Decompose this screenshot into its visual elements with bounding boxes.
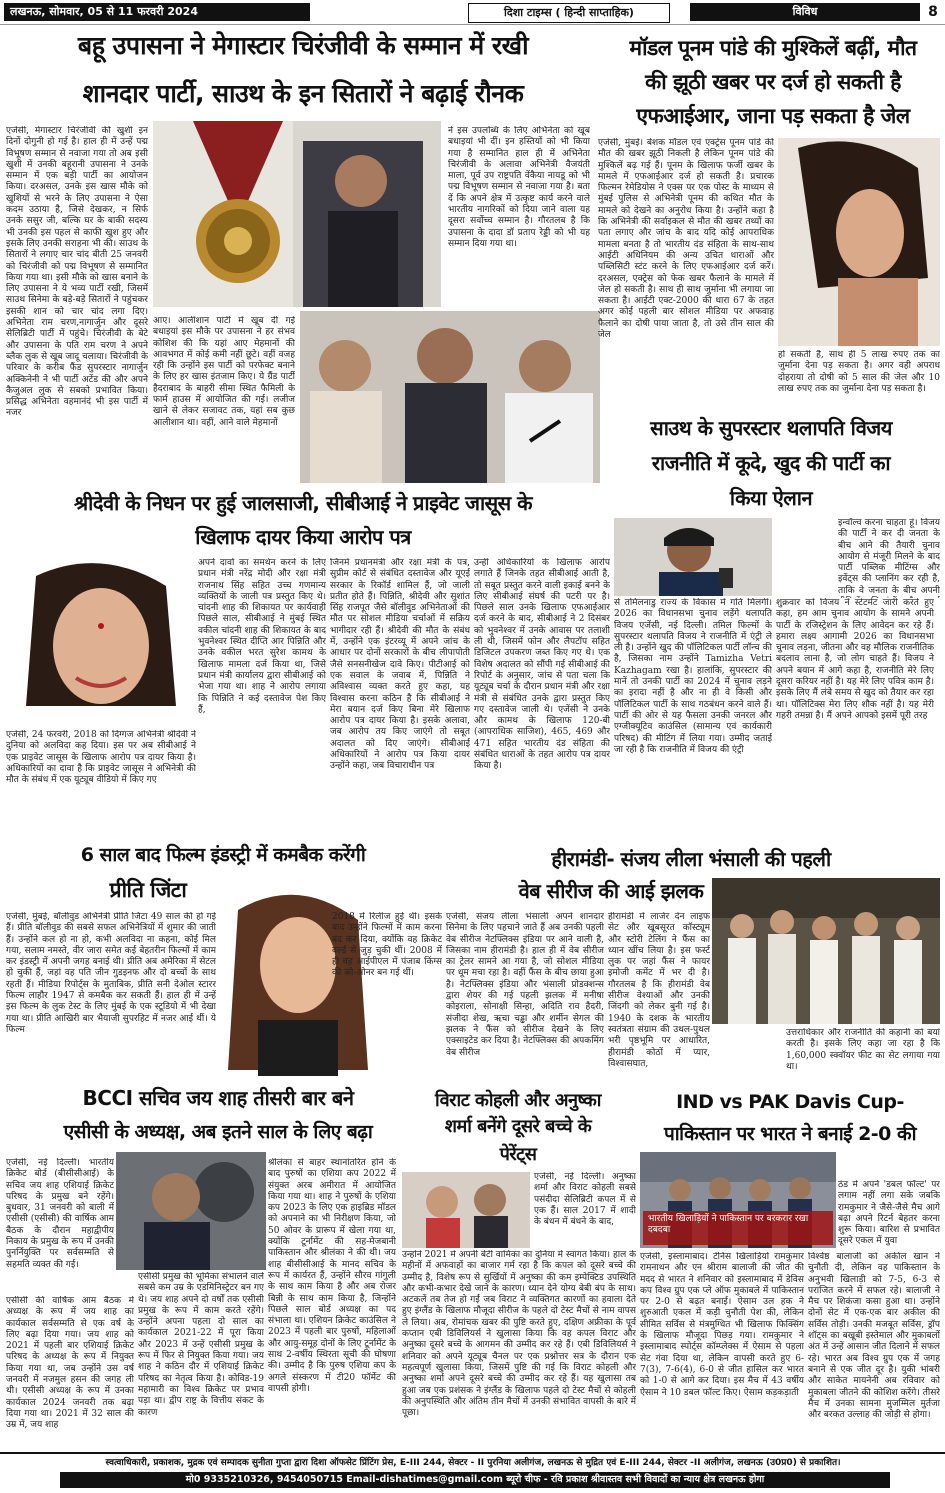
header-page-number: 8 xyxy=(928,4,938,20)
chiranjeevi-headline-1: बहू उपासना ने मेगास्टार चिरंजीवी के सम्मान में रखी xyxy=(77,31,529,60)
header-section: विविध xyxy=(690,3,920,21)
heeramandi-column-3: उत्तराधिकार और राजनीति की कहानी को बयां करती है। इसके लिए कहा जा रहा है कि 1,60,000 स्क्वॉयर फीट का सेट लगाया गया था। xyxy=(786,1028,940,1072)
chiranjeevi-headline-2: शानदार पार्टी, साउथ के इन सितारों ने बढ़ाई रौनक xyxy=(82,79,524,108)
virat-headline-2: शर्मा बनेंगे दूसरे बच्चे के xyxy=(444,1116,592,1137)
davis-column-1: एजेंसी, इस्लामाबाद। टेनिस खिलाड़ियों रामकुमार रामनाथन और एन श्रीराम बालाजी की जीत की मदद से भारत ने शनिवार को इस्लामाबाद में डेविस कप विश्व ग्रुप एक प्ले ऑफ मुकाबले में पाकिस्तान पर 2-0 से बढ़त बनाई। ऐसाम उल हक ने शुरुआती एकल में कड़ी चुनौती पेश की, लेकिन सीमित सर्विस से मंत्रमुग्धित भी खिलाफ फिक्सिंग के खिलाफ मौजूदा पिछड़ गया। रामकुमार ने इस्लामाबाद स्पोर्ट्स कॉम्प्लेक्स में ऐसाम से पहला सेट गंवा दिया था, लेकिन वापसी करते हुए 6-7(3), 7-6(4), 6-0 से जीत हासिल कर भारत को 1-0 से आगे कर दिया। इस मैच में 43 वर्षीय ऐसाम ने 10 डबल फॉल्ट किए। ऐसाम कड़कड़ाती xyxy=(640,1252,804,1398)
vijay-column-2: शुक्रवार को विजय ने स्टेटमेंट जारी करते हुए कहा, हम आम चुनाव आयोग के सामने अपनी पार्टी के रजिस्ट्रेशन के लिए आवेदन कर रहे हैं। हमारा लक्ष्य आगामी 2026 का विधानसभा चुनाव लड़ना, जीतना और वह मौलिक राजनीतिक बदलाव लाना है, जो लोग चाहते हैं। विजय ने अपने बयान में आगे कहा है, राजनीति मेरे लिए दूसरा करियर नहीं है। यह मेरे लिए पवित्र काम है। इसके लिए मैं लंबे समय से खुद को तैयार कर रहा था। पॉलिटिक्स मेरा लिए शौक नहीं है। यह मेरी गहरी तमन्ना है। मैं अपने आपको इसमें पूरी तरह xyxy=(776,598,934,721)
jayshah-column-1b: एसीसी की वार्षिक आम बैठक में अध्यक्ष के रूप में जय शाह का कार्यकाल सर्वसम्मति से एक वर्ष के लिए बढ़ा दिया गया। जय शाह को 2021 में पहली बार एशियाई क्रिकेट परिषद के अध्यक्ष के रूप में नियुक्त किया गया था, जब उन्होंने उस वर्ष जनवरी में नजमुल हसन की जगह ली थी। एसीसी अध्यक्ष के रूप में उनका कार्यकाल 2024 जनवरी तक बढ़ा दिया गया था। 2021 में 32 साल की उम्र में, जय शाह xyxy=(6,1296,134,1431)
poonam-headline-1: मॉडल पूनम पांडे की मुश्किलें बढ़ीं, मौत xyxy=(629,36,917,60)
poonam-photo xyxy=(778,138,940,346)
vijay-column-1: से तमिलनाडु राज्य के विकास में गति मिलगी। 2026 का विधानसभा चुनाव लड़ेंगे थलापति विजय एजेंसी, नई दिल्ली। तमिल फिल्मों के सुपरस्टार थलापति विजय ने राजनीति में एंट्री ले ली है। उन्होंने खुद की पॉलिटिकल पार्टी लॉन्च की है, जिसका नाम उन्होंने Tamizha Vetri Kazhagam रखा है। हालांकि, सुपरस्टार की मानें तो उनकी पार्टी का 2024 में चुनाव लड़ने का इरादा नहीं है और ना ही वे किसी और पॉलिटिकल पार्टी के साथ गठबंधन करने वाले हैं। पार्टी की ओर से यह फैसला उनकी जनरल और एग्जीक्यूटिव काउंसिल (सामान्य एवं कार्यकारी परिषद) की मीटिंग में लिया गया। उम्मीद जताई जा रही है कि राजनीति में विजय की एंट्री xyxy=(614,598,772,755)
davis-column-2-top: ठंड में अपने 'डबल फॉल्ट' पर लगाम नहीं लगा सके जबकि रामकुमार ने जैसे-जैसे मैच आगे बढ़ा अपने रिटर्न बेहतर करना शुरू किया। बारिश से प्रभावित दूसरे एकल में युवा xyxy=(838,1180,940,1247)
virat-column-1: उन्होंने 2021 में अपनी बेटी वामिका का दुनिया में स्वागत किया। हाल के महीनों में अफवाहों का बाजार गर्म रहा है कि कपल को दूसरे बच्चे की उम्मीद है, विशेष रूप से सुर्खियों में अनुष्का की कम इम्पेक्टिड उपस्थिति और कभी-कभार देखे जाने के कारण। ध्यान देने योग्य बेबी बंप के साथ। अटकलें तब तेज हो गईं जब विराट ने व्यक्तिगत कारणों का हवाला देते हुए इंग्लैंड के खिलाफ मौजूदा सीरीज के पहले दो टेस्ट मैचों से नाम वापस ले लिया। अब, रोमांचक खबर की पुष्टि करते हुए, दक्षिण अफ्रीका के पूर्व कप्तान एबी डिविलियर्स ने खुलासा किया कि वह कपल विराट और अनुष्का दूसरे बच्चे के आगमन की उम्मीद कर रहे हैं। एबी डिविलियर्स ने शनिवार को अपने यूट्यूब चैनल पर एक प्रश्नोत्तर सत्र के दौरान एक महत्वपूर्ण खुलासा किया, जिसमें पुष्टि की गई कि विराट कोहली और अनुष्का शर्मा अपने दूसरे बच्चे की उम्मीद कर रहे हैं। यह खुलासा तब हुआ जब एक प्रशंसक ने इंग्लैंड के खिलाफ पहले दो टेस्ट मैचों से कोहली की अनुपस्थिति और अंतिम तीन मैचों में उनकी संभावित वापसी के बारे में पूछा। xyxy=(402,1250,636,1419)
chiranjeevi-column-2: आए। आलीशान पार्टी में खूब दी गई बधाइयां इस मौके पर उपासना ने हर संभव कोशिश की कि यहां आए मेहमानों की आवभगत में कोई कमी नहीं छूटे। वहीं वजह रही कि उन्होंने इस पार्टी को परफेक्ट बनाने के लिए हर खास इंतजाम किए। ये ग्रैंड पार्टी हैदराबाद के बाहरी सीमा स्थित फैमिली के फार्म हाउस में आयोजित की गई। लजीज खाने से लेकर सजावट तक, यहां सब कुछ आलीशान था। वहीं, आने वाले मेहमानों xyxy=(153,316,295,428)
poonam-headline-3: एफआईआर, जाना पड़ सकता है जेल xyxy=(636,104,910,128)
party-group-photo xyxy=(300,311,600,483)
preity-headline-1: 6 साल बाद फिल्म इंडस्ट्री में कमबैक करेंगी xyxy=(80,844,366,866)
jayshah-headline-2: एसीसी के अध्यक्ष, अब इतने साल के लिए बढ़ा xyxy=(63,1121,373,1143)
jayshah-photo xyxy=(116,1152,266,1270)
poonam-column-2: हो सकती है, साथ ही 5 लाख रुपए तक का जुर्माना देना पड़ सकता है। अगर वही अपराध दोहराया तो दोषी को 5 साल की जेल और 10 लाख रुपए तक का जुर्माना देना पड़ सकता है। xyxy=(778,350,940,394)
davis-headline-1: IND vs PAK Davis Cup- xyxy=(676,1091,904,1113)
vijay-column-3: इन्वॉल्व करना चाहता हूं। विजय की पार्टी ने कर दी जनता के बीच आने की तैयारी चुनाव आयोग से मंजूरी मिलने के बाद पार्टी पब्लिक मीटिंग्स और इवेंट्स की प्लानिंग कर रही है, ताकि वे जनता के बीच अपनी xyxy=(838,518,940,596)
sridevi-column-3: उन्हीं अधिकारियों के खिलाफ आरोप लगाते हैं जिनके तहत सीबीआई आती है, तो सबूत प्रस्तुत करने वाली इकाई बनने के लिए सीबीआई संघर्ष की पटरी पर है। पिछले साल उनके खिलाफ एफआईआर दर्ज करने के बाद, सीबीआई ने 2 दिसंबर को भुवनेश्वर में उनके आवास पर तलाशी ली थी, जिसमें फोन और लैपटॉप सहित डिजिटल उपकरण जब्त किए गए थे। एक विशेष अदालत को सौंपी गई सीबीआई की रिपोर्ट के अनुसार, जांच से पता चला कि यूट्यूब चर्चा के दौरान प्रधान मंत्री और रक्षा मंत्री से संबंधित उनके द्वारा प्रस्तुत किए गए दस्तावेज जाली थे। एजेंसी ने उनके और कामथ के खिलाफ 120-बी (आपराधिक साजिश), 465, 469 और 471 सहित भारतीय दंड संहिता की संबंधित धाराओं के तहत आरोप पत्र दायर किया है। xyxy=(474,558,610,772)
sridevi-headline-1: श्रीदेवी के निधन पर हुई जालसाजी, सीबीआई ने प्राइवेट जासूस के xyxy=(74,491,532,515)
sridevi-photo xyxy=(6,556,196,726)
jayshah-column-2: एसीसी प्रमुख की भूमिका संभालने वाले सबसे कम उम्र के एडमिनिस्ट्रेटर बन गए थे। जय शाह अपने दो वर्षों तक एसीसी प्रमुख के रूप में काम करते रहेंगे। उन्होंने अपना पहला दो साल का कार्यकाल 2021-22 में पूरा किया और 2023 में उन्हें एसीसी प्रमुख के रूप में फिर से नियुक्त किया गया। जय शाह ने कठिन दौर में एशियाई क्रिकेट परिषद का नेतृत्व किया है। कोविड-19 महामारी का विश्व क्रिकेट पर प्रभाव पड़ा था। द्वीप राष्ट्र के वित्तीय संकट के कारण xyxy=(138,1272,264,1418)
preity-column-1: एजेंसी, मुंबई, बॉलीवुड अभिनेत्री प्रीति जिंटा 49 साल की हो गई हैं। प्रीति बॉलीवुड की सबसे सफल अभिनेत्रियों में शुमार की जाती हैं। उन्होंने कल हो ना हो, कभी अलविदा ना कहना, कोई मिल गया, सलाम नमस्ते, वीर जारा समेत कई बेहतरीन फिल्मों में काम कर इंडस्ट्री में अपनी जगह बनाई थी। प्रीति अब अमेरिका में सेटल हो चुकी हैं, जहां वह पति जीन गुडइनफ और दो बच्चों के साथ रहती हैं। मीडिया रिपोर्ट्स के मुताबिक, प्रीति सनी देओल स्टारर फिल्म लाहौर 1947 से कमबैक कर सकती हैं। हाल ही में उन्हें इस फिल्म के लुक टेस्ट के लिए मुंबई के एक स्टूडियो में भी देखा गया था। प्रीति आखिरी बार भैयाजी सुपरहिट में नजर आई थीं। ये फिल्म xyxy=(6,912,216,1035)
jayshah-column-1a: एजेंसी, नई दिल्ली। भारतीय क्रिकेट बोर्ड (बीसीसीआई) के सचिव जय शाह एशियाई क्रिकेट परिषद के प्रमुख बने रहेंगे। बुधवार, 31 जनवरी को बाली में एसीसी (एसीसी) की वार्षिक आम बैठक के दौरान महाद्वीपीय निकाय के प्रमुख के रूप में उनकी पुनर्नियुक्ति पर सर्वसम्मति से सहमति व्यक्त की गई। xyxy=(6,1158,114,1270)
sridevi-column-1b: अपने दावों का समर्थन करने के लिए प्रधान मंत्री नरेंद्र मोदी और रक्षा मंत्री राजनाथ सिंह सहित उच्च गणमान्य व्यक्तियों के जाली पत्र प्रस्तुत किए थे। चांदनी शाह की शिकायत पर कार्यवाही पिछले साल, सीबीआई ने मुंबई स्थित वकील चांदनी शाह की शिकायत के बाद भुवनेश्वर स्थित दीप्ति आर पिन्निति और उनके वकील भरत सुरेश कामथ के खिलाफ मामला दर्ज किया था, जिसे प्रधान मंत्री कार्यालय द्वारा सीबीआई को भेजा गया था। शाह ने आरोप लगाया कि पिन्निति ने कई दस्तावेज पेश किए हैं, xyxy=(198,558,326,715)
header-date: लखनऊ, सोमवार, 05 से 11 फरवरी 2024 xyxy=(4,3,310,21)
heeramandi-headline-2: वेब सीरीज की आई झलक xyxy=(518,879,704,903)
davis-column-2: विश्वेष्ठ बालाजी को अकील खान ने चुनौती दी, लेकिन वह पाकिस्तान के अनुभवी खिलाड़ी को 7-5, 6-3 से पराजित करने में सफल रहे। बालाजी ने मैच पर शिकंजा कसा हुआ था। उन्होंने दोनों सेट में एक-एक बार अकील की सर्विस तोड़ी। उनकी मजबूत सर्विस, ड्रॉप शॉट्स का बखूबी इस्तेमाल और मुकाबलों अंत में उन्हें आसान जीत दिलाने में सफल रहे। भारत अब विश्व ग्रुप एक में जगह बनाने से एक जीत दूर है। युकी भांबरी और साकेत मायनेनी अब रविवार को मुकाबला जीतने की कोशिश करेंगे। तीसरे मैच में उनका सामना मुजम्मिल मुर्तजा और बरकत उल्लाह की जोड़ी से होगा। xyxy=(808,1252,940,1421)
vijay-headline-1: साउथ के सुपरस्टार थलापति विजय xyxy=(650,416,892,440)
chiranjeevi-column-3: ने इस उपलब्धि के लिए अभिनेता को खूब बधाइयां भी दीं। इन हस्तियों को भी किया गया है सम्मानित हाल ही में अभिनेता चिरंजीवी के अलावा अभिनेत्री वैजयंती माला, पूर्व उप राष्ट्रपति वेंकैया नायडू को भी पद्म विभूषण सम्मान से नवाजा गया है। बता दें कि अपने क्षेत्र में उत्कृष्ट कार्य करने वाले भारतीय नागरिकों को दिया जाने वाला यह दूसरा सर्वोच्च सम्मान है। गौरतलब है कि उपासना के दादा डॉ प्रताप रेड्डी को भी यह सम्मान दिया गया था। xyxy=(448,126,590,249)
poonam-column-1: एजेंसी, मुंबई। बेशक मॉडल एवं एक्ट्रेस पूनम पांडे की मौत की खबर झूठी निकली है लेकिन पूनम पांडे की मुश्किलें बढ़ गई हैं। पूनम के खिलाफ फर्जी खबर के मामले में एफआईआर दर्ज हो सकती है। प्रचारक फिल्मन रेमेडियोस ने एक्स पर एक पोस्ट के माध्यम से मुंबई पुलिस से अभिनेत्री पूनम की कथित मौत के मामले को देखने का अनुरोध किया है। उन्होंने कहा है कि अभिनेत्री की सर्वाइकल से मौत की खबर तथ्यों का पता लगाए और जांच के बाद यदि कोई आपराधिक मामला बनता है तो भारतीय दंड संहिता के साथ-साथ आईटी अधिनियम की अन्य उचित धाराओं और पब्लिसिटी स्टंट करने के लिए एफआईआर दर्ज करें। दरअसल, एक्ट्रेस को फेक खबर फैलाने के मामले में जेल हो सकती है। साथ ही साथ जुर्माना भी लगाया जा सकता है। आईटी एक्ट-2000 की धारा 67 के तहत अगर कोई पहली बार सोशल मीडिया पर अफवाह फैलाने का दोषी पाया जाता है, तो उसे तीन साल की जेल xyxy=(598,138,774,341)
poonam-headline-2: की झूठी खबर पर दर्ज हो सकती है xyxy=(645,70,901,94)
vijay-headline-3: किया ऐलान xyxy=(729,486,813,510)
vijay-headline-2: राजनीति में कूदे, खुद की पार्टी का xyxy=(651,451,891,475)
preity-headline-2: प्रीति जिंटा xyxy=(109,878,187,902)
jayshah-column-3: श्रीलंका से बाहर स्थानांतरित होने के बाद पुरुषों का एशिया कप 2022 में संयुक्त अरब अमीरात में आयोजित किया गया था। शाह ने पुरुषों के एशिया कप 2023 के लिए एक हाइब्रिड मॉडल को अपनाने का भी निरीक्षण किया, जो 50 ओवर के प्रारूप में खेला गया था, क्योंकि टूर्नामेंट की सह-मेजबानी पाकिस्तान और श्रीलंका ने की थी। जय शाह बीसीसीआई के मानद सचिव के रूप में कार्यरत हैं, उन्होंने सौरव गांगुली के साथ काम किया है और अब रोजर बिन्नी के साथ काम किया है, जिन्होंने पिछले साल बोर्ड अध्यक्ष का पद संभाला था। एशियन क्रिकेट काउंसिल ने 2023 में पहली बार पुरुषों, महिलाओं और आयु-समूह दोनों के लिए टूर्नामेंट के साथ 2-वर्षीय स्थिरता सूची की घोषणा की। उम्मीद है कि पुरुष एशिया कप के अगले संस्करण में टी20 फॉर्मेट की वापसी होगी। xyxy=(268,1158,396,1394)
medal-photo xyxy=(153,121,441,307)
jayshah-headline-1: BCCI सचिव जय शाह तीसरी बार बने xyxy=(82,1086,354,1110)
footer-contact-line: मो0 9335210326, 9454050715 Email-dishatimes@gmail.com ब्यूरो चीफ - रवि प्रकाश श्रीवास्तव सभी विवादों का न्याय क्षेत्र लखनऊ होगा xyxy=(60,1472,890,1488)
virat-headline-3: पेरेंट्स xyxy=(499,1144,537,1165)
heeramandi-column-2: हीरामंडी में लार्जर देन लाइफ सेट और खूबसूरत कॉस्ट्यूम और स्टोरी टेलिंग ने फैंस का ध्यान खींच लिया है। इस फर्स्ट लुक पर जहां फैंस ने फायर इमोजी कमेंट में भर दी है। गौरतलब है कि हीरामंडी वेब सीरीज वेश्याओं और उनकी जिंदगी को लेकर बुनी गई है। 1940 के दशक के भारतीय स्वतंत्रता संग्राम की उथल-पुथल भरी पृष्ठभूमि पर आधारित, हीरामंडी कोठों में प्यार, विश्वासघात, xyxy=(608,912,710,1069)
davis-photo-caption: भारतीय खिलाड़ियों ने पाकिस्तान पर बरकरार रखा दबदबा xyxy=(643,1211,833,1245)
sridevi-column-2: जिनमें प्रधानमंत्री और रक्षा मंत्री के पत्र, सुप्रीम कोर्ट से संबंधित दस्तावेज और यूएई सरकार के रिकॉर्ड शामिल हैं, जो जाली प्रतीत होते हैं। पिन्निति, श्रीदेवी और सुशांत सिंह राजपूत जैसे बॉलीवुड अभिनेताओं की मौत पर सोशल मीडिया चर्चाओं में सक्रिय भागीदार रही हैं। श्रीदेवी की मौत के संबंध में, उन्होंने एक इंटरव्यू में अपने जांच के आधार पर दोनों सरकारों के बीच लीपापोती जैसे सनसनीखेज दावे किए। पीटीआई को एक सवाल के जवाब में, पिन्निति ने अविश्वास व्यक्त करते हुए कहा, यह विश्वास करना कठिन है कि सीबीआई ने मेरा बयान दर्ज किए बिना मेरे खिलाफ आरोप पत्र दायर किया है। इसके अलावा, जब आरोप तय किए जाएंगे तो सबूत अदालत को दिए जाएंगे। सीबीआई अधिकारियों ने आरोप पत्र किया दायर उन्होंने कहा, जब विचाराधीन पत्र xyxy=(330,558,470,772)
chiranjeevi-column-1: एजेंसी, मेगास्टार चिरंजीवी की खुशी इन दिनों दोगुनी हो गई है। हाल ही में उन्हें पद्म विभूषण सम्मान से नवाजा गया तो अब इसी खुशी में उनकी बहूरानी उपासना ने उनके सम्मान में एक बड़ी पार्टी का आयोजन किया। दरअसल, उनके इस खास मौके को खुशियों से भरने के लिए उपासना ने ऐसा कदम उठाया है, जिसे देखकर, न सिर्फ उनके ससुर जी, बल्कि घर के बाकी सदस्य भी उनकी इस पहल से काफी खुश हुए और इसके लिए उनकी सराहना भी की। साउथ के सितारों ने लगाए चार चांद बीती 25 जनवरी को चिरंजीवी को पद्म विभूषण से सम्मानित किया गया था। इसी मौके को खास बनाने के लिए उपासना ने ये भव्य पार्टी रखी, जिसमें साउथ सिनेमा के बड़े-बड़े सितारों ने पहुंचकर इसकी शान को चार चांद लगा दिए। अभिनेता राम चरण,नागार्जुन और दूसरे सेलिब्रिटी पार्टी में पहुंचे। चिरंजीवी के बेटे और उपासना के पति राम चरण ने अपने ब्लैक लुक से खूब जादू चलाया। चिरंजीवी के परिवार के करीब फैंड सुपरस्टार नागार्जुन अक्किनेनी ने भी पार्टी अटेंड की और अपने कैजुअल लुक से सबको प्रभावित किया। प्रसिद्ध अभिनेता वहमानंदं भी इस पार्टी में नजर xyxy=(6,126,148,419)
heeramandi-column-1: एजेंसी, संजय लीला भंसाली अपने शानदार सिनेमा के लिए पहचाने जाते हैं अब उनकी पहली वेब सीरीज नेटफ्लिक्स इंडिया पर आने वाली है, जिसका नाम हीरामंडी है। हाल ही में वेब सीरीज का ट्रेलर सामने आ गया है, जो सोशल मीडिया पर धूम मचा रहा है। वहीं फैंस के बीच छाया हुआ है। नेटफ्लिक्स इंडिया और भंसाली प्रोडक्शन्स द्वारा शेयर की गई पहली झलक में मनीषा कोइराला, सोनाक्षी सिन्हा, अदिति राव हैदरी, संजीदा शेख, ऋचा चड्ढा और शर्मीन सेगल की झलक ने फैंस को सीरीज देखने के लिए एक्साइटेड कर दिया है। नेटफ्लिक्स की अपकमिंग वेब सीरीज xyxy=(446,912,604,1058)
sridevi-column-1: एजेंसी, 24 फरवरी, 2018 को दिग्गज अभिनेत्री श्रीदेवी ने दुनिया को अलविदा कह दिया। इस पर अब सीबीआई ने एक प्राइवेट जासूस के खिलाफ आरोप पत्र दायर किया है। अधिकारियों का दावा है कि प्राइवेट जासूस ने अभिनेत्री की मौत के संबंध में एक यूट्यूब वीडियो में किए गए xyxy=(6,730,196,786)
heeramandi-photo xyxy=(712,878,940,1024)
vijay-column-1-top xyxy=(718,518,828,596)
virat-column-1-top: एजेंसी, नई दिल्ली। अनुष्का शर्मा और विराट कोहली सबसे पसंदीदा सेलिब्रिटी कपल में से एक हैं। साल 2017 में शादी के बंधन में बंधने के बाद, xyxy=(534,1172,636,1228)
virat-headline-1: विराट कोहली और अनुष्का xyxy=(435,1090,601,1111)
header-paper-name: दिशा टाइम्स ( हिन्दी साप्ताहिक) xyxy=(468,3,670,23)
virat-anushka-photo xyxy=(402,1172,530,1248)
sridevi-headline-2: खिलाफ दायर किया आरोप पत्र xyxy=(195,525,411,549)
davis-headline-2: पाकिस्तान पर भारत ने बनाई 2-0 की xyxy=(663,1123,917,1145)
preity-column-2: 2018 में रिलीज हुई थी। इसके बाद उन्होंने फिल्मों में काम करना बंद कर दिया, क्योंकि वह क्रिकेट वर्ल्ड से जुड़ चुकी थीं। 2008 में ही वह आईपीएल में पंजाब किंग्स की को-ओनर बन गई थीं। xyxy=(332,912,442,979)
footer-publisher-line: स्वत्वाधिकारी, प्रकाशक, मुद्रक एवं सम्पादक सुनीता गुप्ता द्वारा दिशा ऑफसेट प्रिंटिंग प्रेस, E-III 244, सेक्टर - II पुरनिया अलीगंज, लखनऊ से मुद्रित एवं E-III 244, सेक्टर -II अलीगंज, लखनऊ (उ0प्र0) से प्रकाशित। xyxy=(105,1458,841,1468)
heeramandi-headline-1: हीरामंडी- संजय लीला भंसाली की पहली xyxy=(551,847,831,871)
